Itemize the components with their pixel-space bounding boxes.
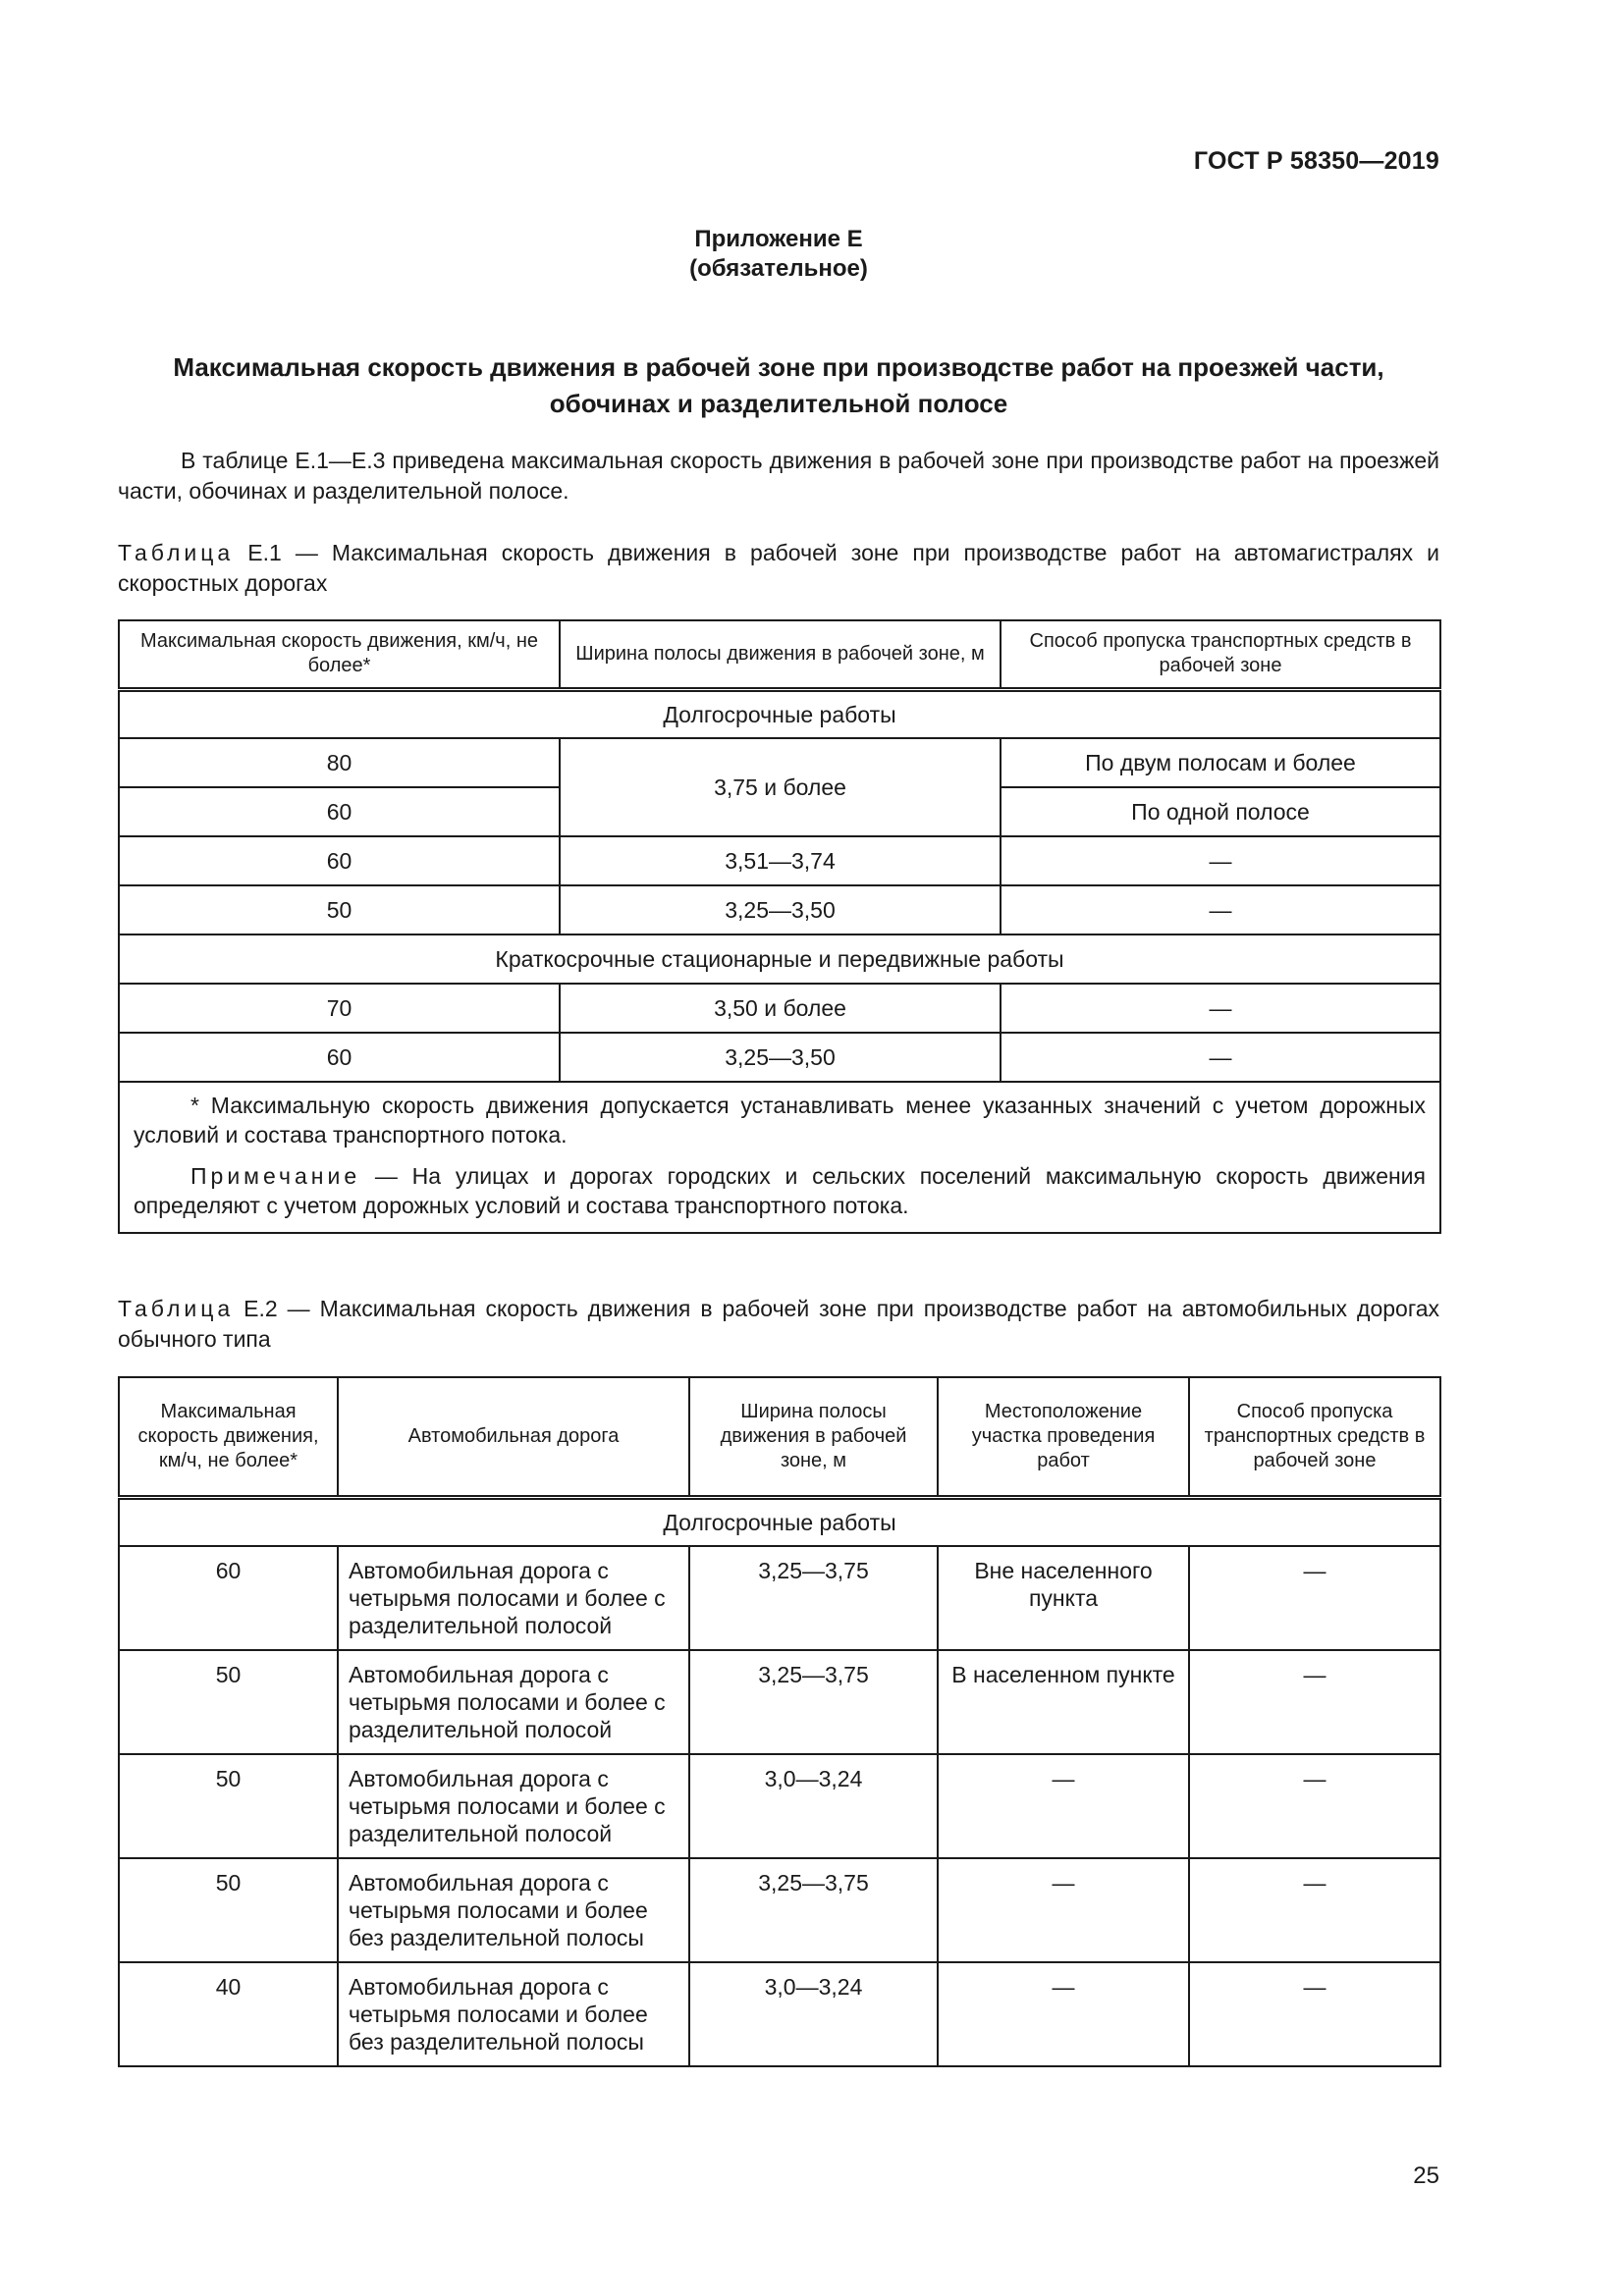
table-row: [119, 885, 1440, 934]
table-e1-cell-speed: 60: [119, 836, 560, 885]
table-e2-header-row: [119, 1377, 1440, 1497]
table-e2-cell-method: —: [1189, 1858, 1440, 1962]
table-e2-cell-speed: 60: [119, 1546, 338, 1650]
table-row: [119, 836, 1440, 885]
table-e2-header-location: Местоположение участка проведения работ: [938, 1377, 1189, 1497]
table-e2-header-road: Автомобильная дорога: [338, 1377, 689, 1497]
table-e1-cell-width: 3,50 и более: [560, 984, 1001, 1033]
table-e2-caption-word: Таблица: [118, 1296, 235, 1321]
table-e2-cell-width: 3,0—3,24: [689, 1754, 938, 1858]
table-e1-caption-word: Таблица: [118, 540, 235, 565]
table-e1-cell-width: 3,51—3,74: [560, 836, 1001, 885]
table-e2-cell-method: —: [1189, 1754, 1440, 1858]
table-e2-cell-speed: 50: [119, 1858, 338, 1962]
table-e1-cell-width: 3,25—3,50: [560, 885, 1001, 934]
section-title-line-1: Максимальная скорость движения в рабочей зоне при производстве работ на проезжей части,: [173, 352, 1384, 382]
table-row: [119, 984, 1440, 1033]
appendix-status: (обязательное): [689, 255, 868, 282]
table-e1-footnote-cell: [119, 1082, 1440, 1233]
table-e1-footnote-row: [119, 1082, 1440, 1233]
table-e2-cell-road: Автомобильная дорога с четырьмя полосами и более с разделительной полосой: [338, 1754, 689, 1858]
table-e2-cell-speed: 40: [119, 1962, 338, 2066]
standard-designation: ГОСТ Р 58350—2019: [1193, 147, 1439, 175]
table-row: [119, 1033, 1440, 1082]
table-e2-cell-speed: 50: [119, 1754, 338, 1858]
table-e2-section-row: [119, 1497, 1440, 1546]
table-e1-cell-speed: 70: [119, 984, 560, 1033]
table-e1-cell-method: —: [1001, 1033, 1440, 1082]
table-e2-header-speed: Максимальная скорость движения, км/ч, не более*: [119, 1377, 338, 1497]
table-e1-cell-speed: 60: [119, 787, 560, 836]
table-e1-cell-method: —: [1001, 984, 1440, 1033]
table-e2-cell-road: Автомобильная дорога с четырьмя полосами и более с разделительной полосой: [338, 1650, 689, 1754]
table-e2-section-long-term: Долгосрочные работы: [119, 1497, 1440, 1546]
table-e2-cell-location: Вне населенного пункта: [938, 1546, 1189, 1650]
section-title-line-2: обочинах и разделительной полосе: [549, 389, 1008, 418]
table-row: [119, 1962, 1440, 2066]
table-e2-cell-method: —: [1189, 1962, 1440, 2066]
table-e2-cell-location: —: [938, 1858, 1189, 1962]
table-e1-cell-speed: 80: [119, 738, 560, 787]
table-row: [119, 1650, 1440, 1754]
table-e2-cell-road: Автомобильная дорога с четырьмя полосами и более без разделительной полосы: [338, 1858, 689, 1962]
table-e2-cell-method: —: [1189, 1546, 1440, 1650]
table-row: [119, 738, 1440, 787]
table-row: [119, 1858, 1440, 1962]
table-e1-header-speed: Максимальная скорость движения, км/ч, не более*: [119, 620, 560, 689]
page-number: 25: [1413, 2163, 1439, 2189]
table-row: [119, 1754, 1440, 1858]
table-e1-header-row: [119, 620, 1440, 689]
table-e1: [118, 619, 1441, 1234]
table-e1-note-text: — На улицах и дорогах городских и сельских поселений максимальную скорость движения определяют с учетом дорожных условий и состава транспортного потока.: [134, 1163, 1426, 1218]
table-e1-cell-speed: 60: [119, 1033, 560, 1082]
table-e1-section-row: [119, 934, 1440, 984]
table-e2-header-width: Ширина полосы движения в рабочей зоне, м: [689, 1377, 938, 1497]
table-e2-cell-location: —: [938, 1962, 1189, 2066]
table-e1-note: [134, 1161, 1426, 1220]
table-e2-cell-width: 3,0—3,24: [689, 1962, 938, 2066]
table-e2-cell-width: 3,25—3,75: [689, 1858, 938, 1962]
table-e1-header-width: Ширина полосы движения в рабочей зоне, м: [560, 620, 1001, 689]
table-e1-section-row: [119, 689, 1440, 738]
table-e1-cell-speed: 50: [119, 885, 560, 934]
table-e2-cell-speed: 50: [119, 1650, 338, 1754]
table-e2-cell-width: 3,25—3,75: [689, 1546, 938, 1650]
table-e1-footnote: * Максимальную скорость движения допускается устанавливать менее указанных значений с учетом дорожных условий и состава транспортного потока.: [134, 1093, 1426, 1148]
table-e1-section-short-term: Краткосрочные стационарные и передвижные работы: [119, 934, 1440, 984]
table-e1-note-word: Примечание: [190, 1163, 361, 1189]
table-e1-section-long-term: Долгосрочные работы: [119, 689, 1440, 738]
table-e2: [118, 1376, 1441, 2067]
table-e1-header-method: Способ пропуска транспортных средств в рабочей зоне: [1001, 620, 1440, 689]
table-e2-cell-width: 3,25—3,75: [689, 1650, 938, 1754]
table-e1-cell-method: —: [1001, 885, 1440, 934]
appendix-heading: [118, 225, 1439, 284]
table-e1-cell-method: —: [1001, 836, 1440, 885]
table-row: [119, 1546, 1440, 1650]
table-e1-cell-method: По двум полосам и более: [1001, 738, 1440, 787]
appendix-title: Приложение Е: [694, 226, 863, 252]
table-e1-cell-method: По одной полосе: [1001, 787, 1440, 836]
table-e2-header-method: Способ пропуска транспортных средств в рабочей зоне: [1189, 1377, 1440, 1497]
table-e2-cell-method: —: [1189, 1650, 1440, 1754]
table-e1-cell-width: 3,75 и более: [560, 738, 1001, 836]
table-e2-cell-road: Автомобильная дорога с четырьмя полосами и более без разделительной полосы: [338, 1962, 689, 2066]
table-e1-caption: [118, 538, 1439, 599]
table-e2-caption: [118, 1294, 1439, 1355]
table-e1-caption-text: Е.1 — Максимальная скорость движения в рабочей зоне при производстве работ на автомагистралях и скоростных дорогах: [118, 540, 1439, 596]
table-e2-cell-road: Автомобильная дорога с четырьмя полосами и более с разделительной полосой: [338, 1546, 689, 1650]
intro-paragraph: В таблице Е.1—Е.3 приведена максимальная скорость движения в рабочей зоне при производстве работ на проезжей части, обочинах и разделительной полосе.: [118, 448, 1439, 504]
table-e1-cell-width: 3,25—3,50: [560, 1033, 1001, 1082]
section-title: [118, 349, 1439, 422]
table-e2-cell-location: В населенном пункте: [938, 1650, 1189, 1754]
table-e2-caption-text: Е.2 — Максимальная скорость движения в рабочей зоне при производстве работ на автомобильных дорогах обычного типа: [118, 1296, 1439, 1352]
table-e2-cell-location: —: [938, 1754, 1189, 1858]
